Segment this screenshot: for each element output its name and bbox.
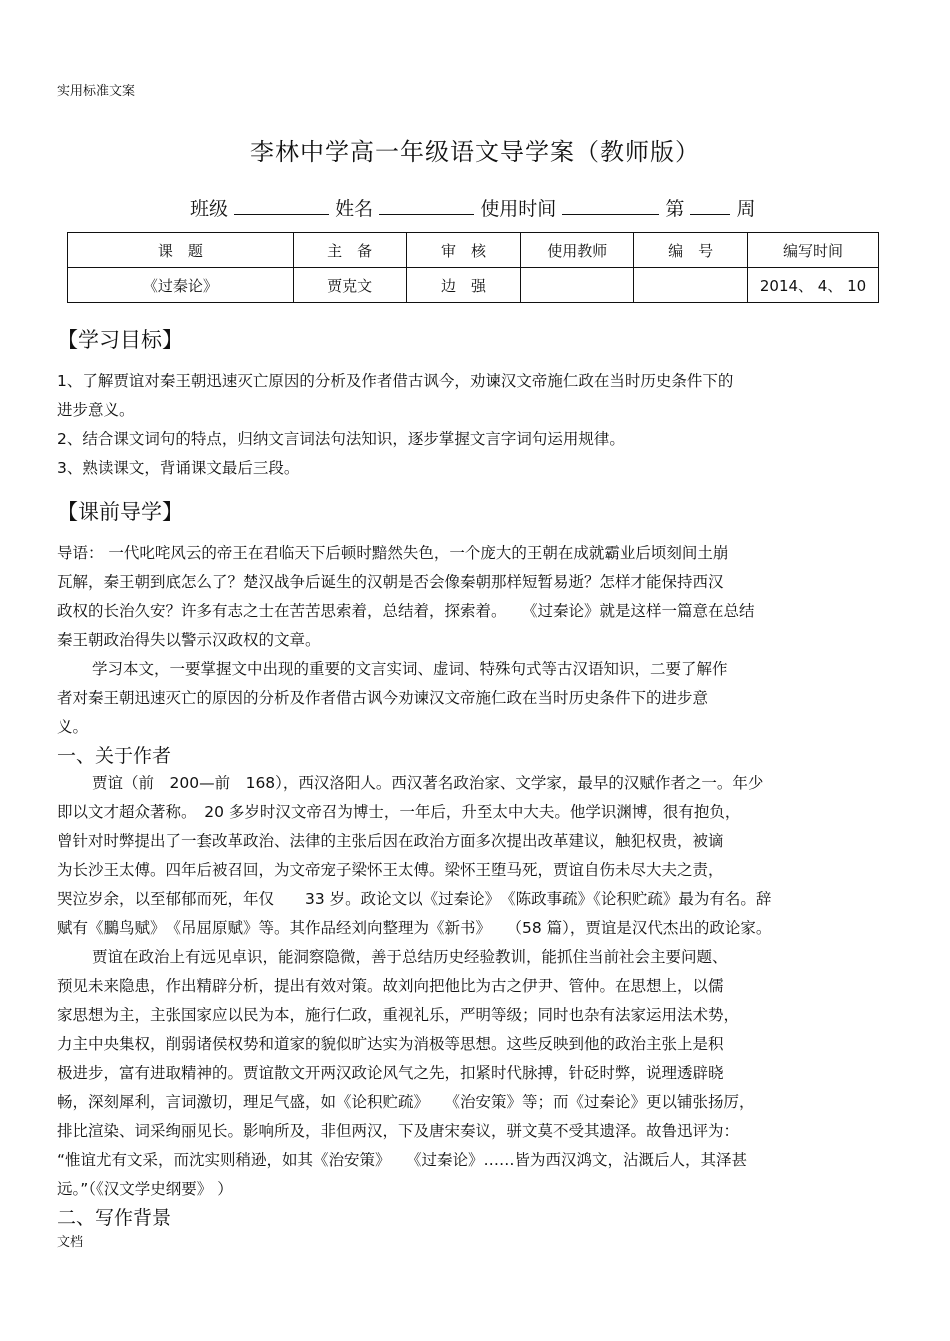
header-cell-date: 编写时间 bbox=[748, 233, 879, 268]
value-cell-number bbox=[634, 268, 748, 303]
author-line: 远。”（《汉文学史纲要》 ） bbox=[57, 1180, 233, 1198]
week-prefix: 第 bbox=[665, 198, 685, 220]
author-line: 排比渲染、词采绚丽见长。影响所及，非但两汉，下及唐宋奏议，骈文莫不受其遗泽。故鲁迅评为： bbox=[57, 1122, 740, 1140]
value-cell-date: 2014、 4、 10 bbox=[748, 268, 879, 303]
goal-line: 进步意义。 bbox=[57, 401, 135, 419]
goal-line: 1、了解贾谊对秦王朝迅速灭亡原因的分析及作者借古讽今，劝谏汉文帝施仁政在当时历史条件下的 bbox=[57, 372, 734, 390]
guide-heading: 【课前导学】 bbox=[57, 500, 183, 524]
class-blank bbox=[234, 196, 329, 215]
author-line: 哭泣岁余，以至郁郁而死，年仅 33 岁。政论文以《过秦论》 《陈政事疏》《论积贮疏》最为有名。辞 bbox=[57, 890, 772, 908]
meta-table bbox=[67, 232, 879, 303]
author-line: 贾谊（前 200—前 168），西汉洛阳人。西汉著名政治家、文学家，最早的汉赋作者之一。年少 bbox=[92, 774, 764, 792]
author-line: 曾针对时弊提出了一套改革政治、法律的主张后因在政治方面多次提出改革建议，触犯权贵，被谪 bbox=[57, 832, 724, 850]
guide-line: 导语： 一代叱咤风云的帝王在君临天下后顿时黯然失色，一个庞大的王朝在成就霸业后顷刻间土崩 bbox=[57, 544, 729, 562]
week-blank bbox=[690, 196, 730, 215]
author-line: 即以文才超众著称。 20 多岁时汉文帝召为博士，一年后，升至太中大夫。他学识渊博，很有抱负， bbox=[57, 803, 741, 821]
goal-line: 2、结合课文词句的特点，归纳文言词法句法知识，逐步掌握文言字词句运用规律。 bbox=[57, 430, 625, 448]
week-suffix: 周 bbox=[736, 198, 756, 220]
author-line: 贾谊在政治上有远见卓识，能洞察隐微，善于总结历史经验教训，能抓住当前社会主要问题、 bbox=[92, 948, 728, 966]
author-line: 力主中央集权，削弱诸侯权势和道家的貌似旷达实为消极等思想。这些反映到他的政治主张上是积 bbox=[57, 1035, 724, 1053]
author-heading: 一、关于作者 bbox=[57, 745, 172, 767]
guide-line: 者对秦王朝迅速灭亡的原因的分析及作者借古讽今劝谏汉文帝施仁政在当时历史条件下的进步意 bbox=[57, 689, 709, 707]
class-label: 班级 bbox=[190, 198, 229, 220]
guide-line: 义。 bbox=[57, 718, 89, 736]
name-label: 姓名 bbox=[335, 198, 374, 220]
value-cell-review: 边 强 bbox=[406, 268, 521, 303]
guide-line: 学习本文，一要掌握文中出现的重要的文言实词、虚词、特殊句式等古汉语知识，二要了解作 bbox=[92, 660, 728, 678]
page-title: 李林中学高一年级语文导学案（教师版） bbox=[250, 138, 700, 166]
goals-heading: 【学习目标】 bbox=[57, 328, 183, 352]
background-heading: 二、写作背景 bbox=[57, 1207, 172, 1229]
header-cell-topic: 课 题 bbox=[68, 233, 294, 268]
author-line: 赋有《鵩鸟赋》 《吊屈原赋》等。其作品经刘向整理为《新书》 （58 篇），贾谊是汉代杰出的政论家。 bbox=[57, 919, 772, 937]
meta-header-row bbox=[68, 233, 879, 268]
info-line bbox=[190, 194, 755, 221]
guide-line: 秦王朝政治得失以警示汉政权的文章。 bbox=[57, 631, 321, 649]
author-line: 畅，深刻犀利，言词激切，理足气盛，如《论积贮疏》 《治安策》等；而《过秦论》更以铺张扬厉， bbox=[57, 1093, 755, 1111]
header-cell-number: 编 号 bbox=[634, 233, 748, 268]
header-note: 实用标准文案 bbox=[57, 84, 136, 99]
meta-value-row bbox=[68, 268, 879, 303]
time-label: 使用时间 bbox=[480, 198, 557, 220]
guide-line: 政权的长治久安？许多有志之士在苦苦思索着，总结着，探索着。 《过秦论》就是这样一篇意在总结 bbox=[57, 602, 755, 620]
time-blank bbox=[562, 196, 659, 215]
header-cell-teacher: 使用教师 bbox=[521, 233, 634, 268]
footer-note: 文档 bbox=[57, 1235, 84, 1250]
author-line: 为长沙王太傅。四年后被召回，为文帝宠子梁怀王太傅。梁怀王堕马死，贾谊自伤未尽大夫之责， bbox=[57, 861, 724, 879]
guide-line: 瓦解，秦王朝到底怎么了？楚汉战争后诞生的汉朝是否会像秦朝那样短暂易逝？怎样才能保持西汉 bbox=[57, 573, 724, 591]
header-cell-review: 审 核 bbox=[406, 233, 521, 268]
header-cell-author: 主 备 bbox=[293, 233, 406, 268]
name-blank bbox=[379, 196, 474, 215]
value-cell-author: 贾克文 bbox=[293, 268, 406, 303]
goal-line: 3、熟读课文，背诵课文最后三段。 bbox=[57, 459, 300, 477]
author-line: 预见未来隐患，作出精辟分析，提出有效对策。故刘向把他比为古之伊尹、管仲。在思想上，以儒 bbox=[57, 977, 724, 995]
value-cell-teacher bbox=[521, 268, 634, 303]
author-line: 家思想为主，主张国家应以民为本，施行仁政，重视礼乐，严明等级；同时也杂有法家运用法术势， bbox=[57, 1006, 740, 1024]
author-line: “惟谊尤有文采，而沈实则稍逊，如其《治安策》 《过秦论》……皆为西汉鸿文，沾溉后人，其泽甚 bbox=[57, 1151, 748, 1169]
author-line: 极进步，富有进取精神的。贾谊散文开两汉政论风气之先，扣紧时代脉搏，针砭时弊，说理透辟晓 bbox=[57, 1064, 724, 1082]
value-cell-topic: 《过秦论》 bbox=[68, 268, 294, 303]
